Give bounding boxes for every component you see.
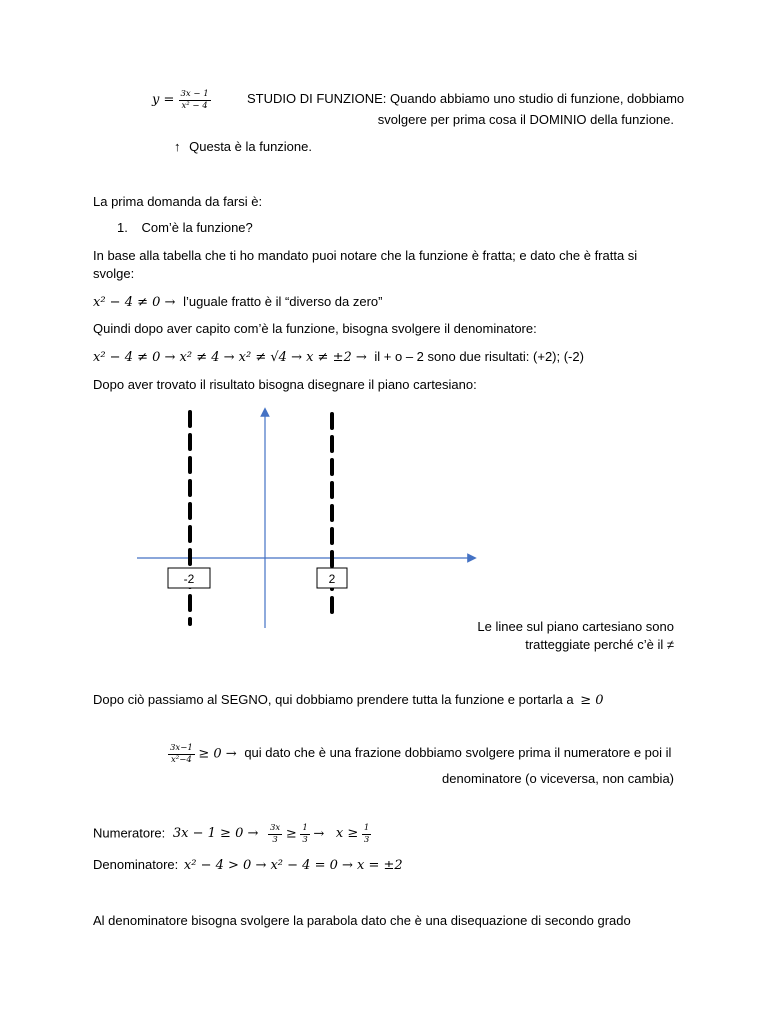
function-pointer-text: Questa è la funzione. bbox=[189, 139, 312, 154]
label-two: 2 bbox=[328, 572, 336, 586]
numeratore-math-1: 3x − 1 ≥ 0 → bbox=[172, 826, 259, 842]
numeratore-fraction-2-den: 3 bbox=[302, 834, 308, 845]
up-arrow-icon: ↑ bbox=[174, 139, 181, 154]
numeratore-fraction-3-num: 1 bbox=[363, 823, 370, 833]
denominatore-label: Denominatore: bbox=[93, 857, 179, 872]
list-item-text: Com’è la funzione? bbox=[141, 220, 253, 235]
paragraph-denominator: Quindi dopo aver capito com’è la funzione, bisogna svolgere il denominatore: bbox=[93, 321, 537, 336]
sign-line bbox=[93, 692, 603, 708]
solve-math: x² − 4 ≠ 0 → x² ≠ 4 → x² ≠ √4 → x ≠ ±2 → bbox=[93, 350, 367, 365]
neq-math: x² − 4 ≠ 0 → bbox=[93, 295, 176, 310]
paragraph-table-line-2: svolge: bbox=[93, 266, 135, 281]
inequality-denominator: x²−4 bbox=[171, 754, 192, 765]
numeratore-fraction-1-num: 3x bbox=[269, 823, 281, 833]
inequality-text-2: denominatore (o viceversa, non cambia) bbox=[442, 771, 674, 786]
numeratore-fraction-2-num: 1 bbox=[302, 823, 308, 833]
numeratore-math-3: → bbox=[313, 826, 325, 842]
function-numerator: 3x − 1 bbox=[180, 89, 209, 99]
numeratore-fraction-2 bbox=[300, 824, 309, 844]
numeratore-math-4: x ≥ bbox=[335, 826, 359, 842]
sign-math: ≥ 0 bbox=[580, 693, 604, 708]
sign-text: Dopo ciò passiamo al SEGNO, qui dobbiamo prendere tutta la funzione e portarla a bbox=[93, 692, 574, 707]
numeratore-line bbox=[93, 824, 371, 844]
numeratore-fraction-1-den: 3 bbox=[272, 834, 278, 845]
paragraph-table-line-1: In base alla tabella che ti ho mandato puoi notare che la funzione è fratta; e dato che è fratta si bbox=[93, 248, 638, 263]
numeratore-math-2: ≥ bbox=[285, 826, 297, 842]
denominatore-line bbox=[93, 857, 403, 873]
list-marker: 1. bbox=[117, 220, 128, 235]
numeratore-label: Numeratore: bbox=[93, 825, 166, 841]
title-line-2: svolgere per prima cosa il DOMINIO della funzione. bbox=[377, 112, 674, 127]
numeratore-fraction-3-den: 3 bbox=[363, 834, 370, 845]
final-paragraph: Al denominatore bisogna svolgere la parabola dato che è una disequazione di secondo grado bbox=[93, 913, 631, 928]
inequality-line bbox=[168, 744, 671, 764]
solve-text: il + o – 2 sono due risultati: (+2); (-2) bbox=[374, 349, 584, 364]
inequality-fraction bbox=[168, 744, 195, 764]
inequality-text-1: qui dato che è una frazione dobbiamo svolgere prima il numeratore e poi il bbox=[244, 745, 672, 761]
plane-note-line-1: Le linee sul piano cartesiano sono bbox=[477, 619, 674, 634]
paragraph-plane: Dopo aver trovato il risultato bisogna disegnare il piano cartesiano: bbox=[93, 377, 477, 392]
inequality-rhs: ≥ 0 → bbox=[198, 746, 237, 762]
denominatore-math: x² − 4 > 0 → x² − 4 = 0 → x = ±2 bbox=[183, 858, 403, 873]
function-denominator: x² − 4 bbox=[181, 100, 208, 111]
numeratore-fraction-3 bbox=[362, 824, 371, 844]
plane-note-line-2: tratteggiate perché c’è il ≠ bbox=[525, 637, 674, 652]
inequality-numerator: 3x−1 bbox=[170, 743, 193, 753]
question-intro: La prima domanda da farsi è: bbox=[93, 194, 263, 209]
label-minus-two: -2 bbox=[183, 572, 195, 586]
neq-text: l’uguale fratto è il “diverso da zero” bbox=[183, 294, 383, 309]
title-line-1: STUDIO DI FUNZIONE: Quando abbiamo uno studio di funzione, dobbiamo bbox=[247, 91, 685, 106]
numeratore-fraction-1 bbox=[268, 824, 282, 844]
y-equals: y = bbox=[152, 92, 175, 108]
